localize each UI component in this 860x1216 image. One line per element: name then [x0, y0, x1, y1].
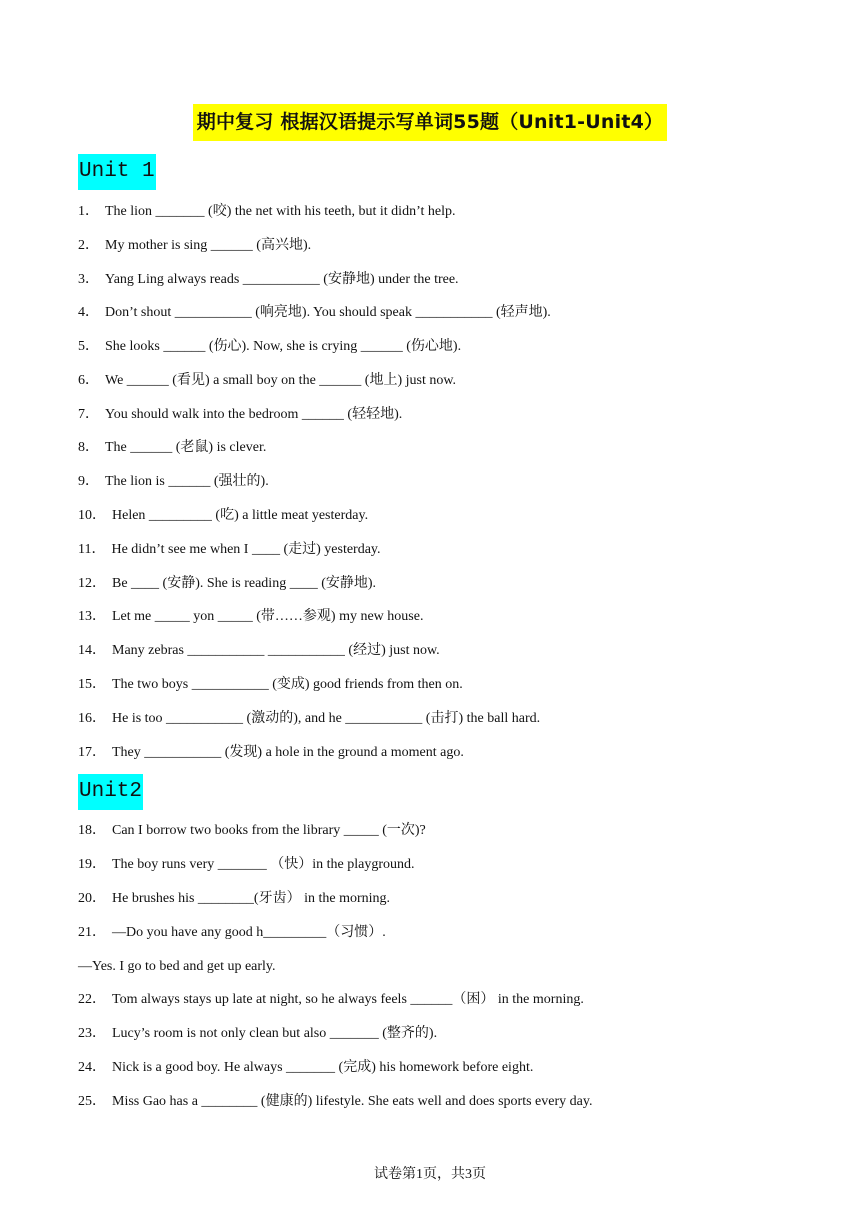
question-text: We ______ (看见) a small boy on the ______ (地上) just now. — [105, 373, 457, 388]
question-text: You should walk into the bedroom ______ (轻轻地). — [105, 407, 403, 422]
question-text: He didn’t see me when I ____ (走过) yesterday. — [111, 542, 381, 557]
question-text: Let me _____ yon _____ (带……参观) my new house. — [112, 609, 424, 624]
question-2 — [78, 236, 311, 256]
question-7 — [78, 405, 402, 425]
question-text: The lion is ______ (强壮的). — [105, 474, 269, 489]
question-3 — [78, 270, 459, 290]
question-text: Nick is a good boy. He always _______ (完成) his homework before eight. — [112, 1060, 534, 1075]
title-wrapper — [0, 104, 860, 141]
question-16 — [78, 709, 540, 729]
unit-heading-2: Unit2 — [78, 774, 143, 810]
question-number: 7． — [78, 407, 99, 422]
question-number: 1． — [78, 204, 99, 219]
question-text: Yang Ling always reads ___________ (安静地) under the tree. — [105, 272, 459, 287]
question-20 — [78, 889, 390, 909]
unit-heading-1: Unit 1 — [78, 154, 156, 190]
question-14 — [78, 641, 440, 661]
question-number: 20． — [78, 891, 106, 906]
question-13 — [78, 607, 423, 627]
question-number: 11． — [78, 542, 106, 557]
question-number: 4． — [78, 305, 99, 320]
question-number: 18． — [78, 823, 106, 838]
question-19 — [78, 855, 415, 875]
question-number: 25． — [78, 1094, 106, 1109]
question-number: 19． — [78, 857, 106, 872]
question-text: The boy runs very _______ （快）in the playground. — [112, 857, 415, 872]
question-text: —Yes. I go to bed and get up early. — [78, 959, 276, 974]
question-number: 13． — [78, 609, 106, 624]
question-text: Helen _________ (吃) a little meat yesterday. — [112, 508, 369, 523]
question-21 — [78, 923, 386, 943]
question-text: Can I borrow two books from the library _____ (一次)? — [112, 823, 426, 838]
question-17 — [78, 743, 464, 763]
question-12 — [78, 574, 376, 594]
question-number: 24． — [78, 1060, 106, 1075]
question-24 — [78, 1058, 533, 1078]
question-number: 21． — [78, 925, 106, 940]
question-number: 2． — [78, 238, 99, 253]
question-number: 8． — [78, 440, 99, 455]
question-number: 6． — [78, 373, 99, 388]
question-15 — [78, 675, 463, 695]
question-number: 10． — [78, 508, 106, 523]
question-number: 12． — [78, 576, 106, 591]
question-9 — [78, 472, 269, 492]
question-number: 17． — [78, 745, 106, 760]
question-number: 5． — [78, 339, 99, 354]
question-8 — [78, 438, 266, 458]
question-text: The lion _______ (咬) the net with his teeth, but it didn’t help. — [105, 204, 456, 219]
question-text: They ___________ (发现) a hole in the ground a moment ago. — [112, 745, 464, 760]
question-number: 3． — [78, 272, 99, 287]
question-6 — [78, 371, 456, 391]
question-number: 15． — [78, 677, 106, 692]
question-text: Many zebras ___________ ___________ (经过) just now. — [112, 643, 440, 658]
question-text: The ______ (老鼠) is clever. — [105, 440, 267, 455]
question-text: Lucy’s room is not only clean but also _______ (整齐的). — [112, 1026, 438, 1041]
question-number: 9． — [78, 474, 99, 489]
question-1 — [78, 202, 455, 222]
question-text: Tom always stays up late at night, so he always feels ______（困） in the morning. — [112, 992, 584, 1007]
question-21-answer-line — [78, 957, 276, 977]
page-title: 期中复习 根据汉语提示写单词55题（Unit1-Unit4） — [193, 104, 667, 141]
question-10 — [78, 506, 368, 526]
question-18 — [78, 821, 426, 841]
question-23 — [78, 1024, 437, 1044]
question-text: My mother is sing ______ (高兴地). — [105, 238, 312, 253]
page-footer: 试卷第1页，共3页 — [374, 1167, 486, 1182]
question-text: Don’t shout ___________ (响亮地). You should speak ___________ (轻声地). — [105, 305, 551, 320]
question-number: 14． — [78, 643, 106, 658]
question-text: He brushes his ________(牙齿） in the morning. — [112, 891, 391, 906]
question-number: 22． — [78, 992, 106, 1007]
question-text: He is too ___________ (激动的), and he ___________ (击打) the ball hard. — [112, 711, 541, 726]
question-text: The two boys ___________ (变成) good friends from then on. — [112, 677, 463, 692]
question-number: 23． — [78, 1026, 106, 1041]
question-4 — [78, 303, 551, 323]
question-11 — [78, 540, 381, 560]
question-25 — [78, 1092, 592, 1112]
question-number: 16． — [78, 711, 106, 726]
question-text: —Do you have any good h_________（习惯）. — [112, 925, 386, 940]
question-5 — [78, 337, 461, 357]
question-text: Miss Gao has a ________ (健康的) lifestyle. She eats well and does sports every day. — [112, 1094, 593, 1109]
question-text: Be ____ (安静). She is reading ____ (安静地). — [112, 576, 377, 591]
question-22 — [78, 990, 584, 1010]
question-text: She looks ______ (伤心). Now, she is crying ______ (伤心地). — [105, 339, 462, 354]
